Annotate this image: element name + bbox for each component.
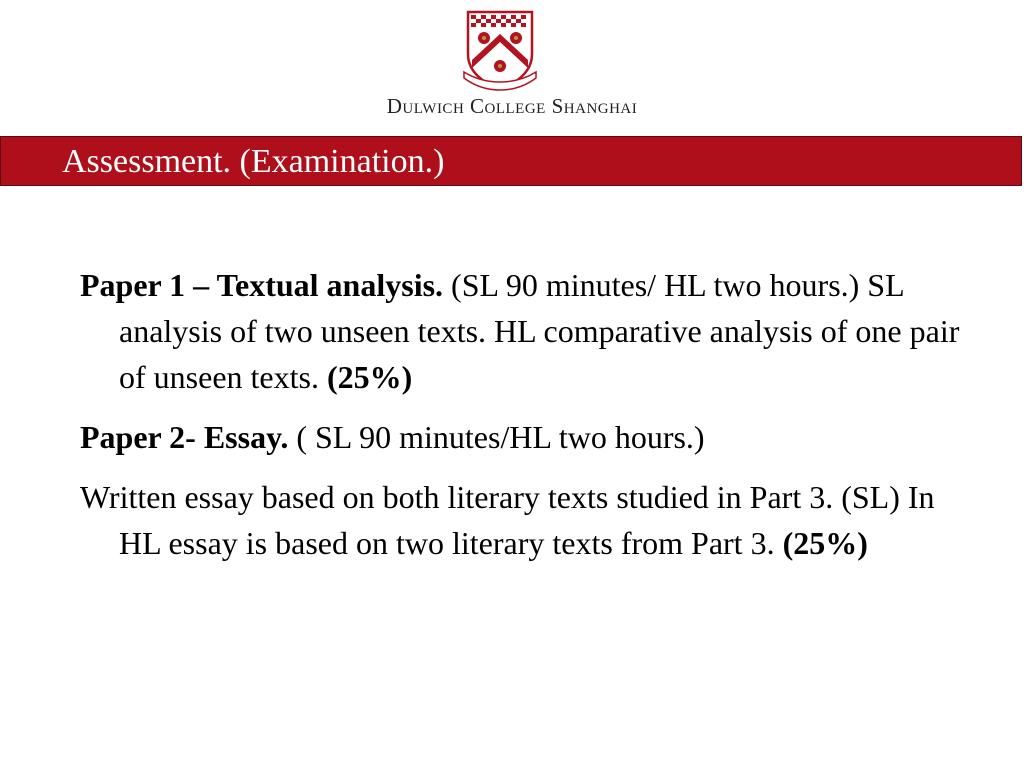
paragraph-written-essay	[80, 474, 960, 566]
paragraph-weight: (25%)	[326, 359, 413, 395]
slide-title: Assessment. (Examination.)	[62, 143, 445, 180]
paragraph-weight: (25%)	[782, 525, 868, 561]
paragraph-body: Written essay based on both literary texts studied in Part 3. (SL) In HL essay is based on two literary texts from Part 3.	[80, 479, 935, 561]
paragraph-heading: Paper 2- Essay.	[80, 419, 289, 455]
paragraph-body: ( SL 90 minutes/HL two hours.)	[288, 419, 705, 455]
slide-body	[80, 262, 960, 580]
paragraph-paper-1	[80, 262, 960, 400]
paragraph-heading: Paper 1 – Textual analysis.	[80, 267, 444, 303]
paragraph-body: (SL 90 minutes/ HL two hours.) SL analysis of two unseen texts. HL comparative analysis of one pair of unseen texts.	[119, 267, 960, 395]
paragraph-paper-2	[80, 414, 960, 460]
school-crest-icon	[458, 8, 542, 92]
school-name: Dulwich College Shanghai	[386, 94, 638, 118]
